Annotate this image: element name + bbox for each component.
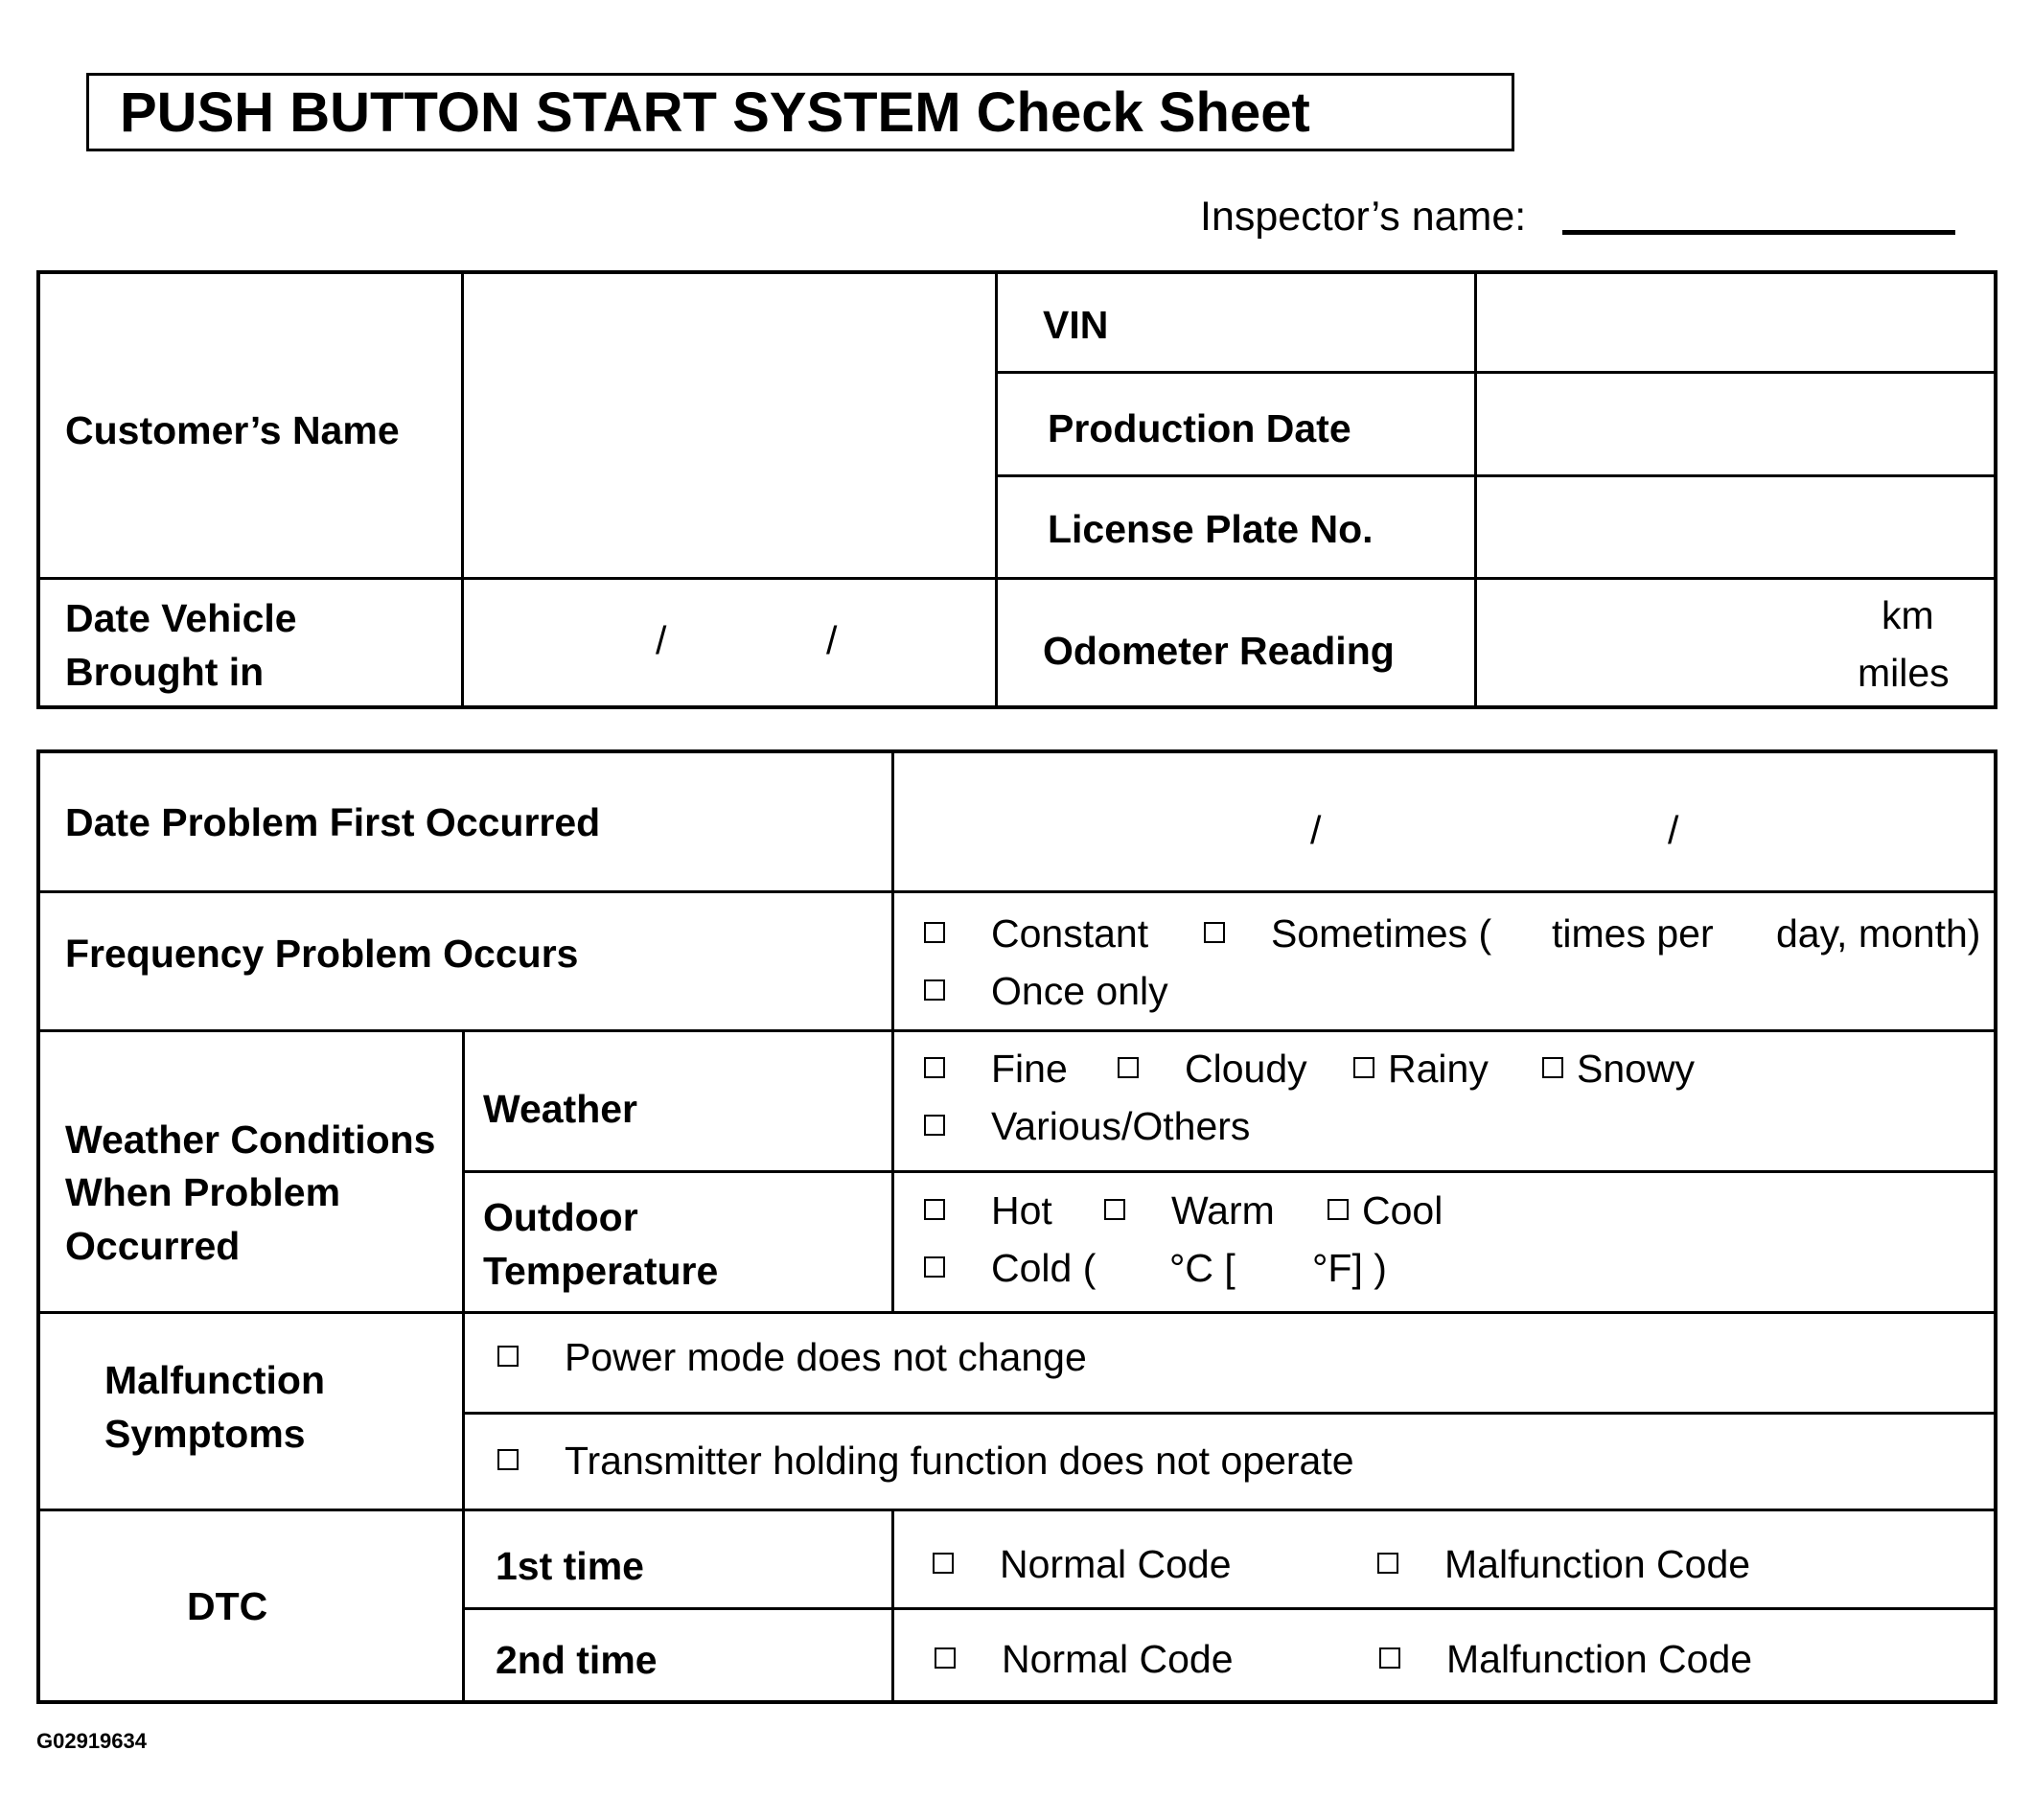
date-first-occurred-label: Date Problem First Occurred	[65, 800, 601, 844]
date-separator: /	[656, 618, 667, 662]
option-once-only: Once only	[991, 969, 1168, 1013]
option-warm: Warm	[1171, 1188, 1275, 1233]
checkbox-second-malfunction-code[interactable]	[1379, 1647, 1400, 1669]
checkbox-first-normal-code[interactable]	[933, 1553, 954, 1574]
times-per-text: times per	[1552, 911, 1714, 956]
outdoor-temperature-label-line1: Outdoor	[483, 1195, 638, 1239]
figure-id: G02919634	[36, 1729, 147, 1753]
weather-conditions-label-line3: Occurred	[65, 1224, 241, 1268]
inspector-name-label: Inspector’s name:	[1200, 194, 1527, 240]
checkbox-cloudy[interactable]	[1118, 1057, 1139, 1078]
weather-label: Weather	[483, 1087, 638, 1131]
odometer-field[interactable]	[1477, 580, 1997, 705]
option-second-normal-code: Normal Code	[1002, 1637, 1234, 1681]
checkbox-rainy[interactable]	[1353, 1057, 1374, 1078]
dtc-first-time-label: 1st time	[496, 1544, 644, 1588]
checkbox-snowy[interactable]	[1542, 1057, 1563, 1078]
production-date-field[interactable]	[1477, 374, 1997, 472]
production-date-label: Production Date	[1048, 406, 1351, 450]
checkbox-transmitter-holding[interactable]	[497, 1449, 519, 1470]
option-fine: Fine	[991, 1047, 1068, 1091]
weather-conditions-label-line2: When Problem	[65, 1170, 341, 1214]
dtc-second-time-label: 2nd time	[496, 1638, 658, 1682]
checkbox-hot[interactable]	[924, 1199, 945, 1220]
customers-name-label: Customer’s Name	[65, 408, 400, 452]
date-first-occurred-field[interactable]	[894, 753, 1997, 888]
customers-name-field[interactable]	[464, 274, 993, 575]
checkbox-sometimes[interactable]	[1204, 922, 1225, 943]
checkbox-second-normal-code[interactable]	[935, 1647, 956, 1669]
date-brought-in-field[interactable]	[464, 580, 993, 705]
checkbox-first-malfunction-code[interactable]	[1377, 1553, 1398, 1574]
dtc-label: DTC	[187, 1584, 268, 1628]
odometer-unit-miles: miles	[1858, 651, 1950, 695]
malfunction-symptoms-label-line2: Symptoms	[104, 1412, 306, 1456]
option-cool: Cool	[1362, 1188, 1443, 1233]
outdoor-temperature-label-line2: Temperature	[483, 1249, 719, 1293]
option-rainy: Rainy	[1388, 1047, 1489, 1091]
checkbox-constant[interactable]	[924, 922, 945, 943]
checkbox-various[interactable]	[924, 1115, 945, 1136]
date-separator: /	[1668, 808, 1679, 852]
option-first-malfunction-code: Malfunction Code	[1444, 1542, 1751, 1586]
malfunction-symptoms-label-line1: Malfunction	[104, 1358, 326, 1402]
checkbox-cold[interactable]	[924, 1256, 945, 1278]
option-first-normal-code: Normal Code	[1000, 1542, 1232, 1586]
license-plate-label: License Plate No.	[1048, 507, 1374, 551]
inspector-name-field[interactable]	[1562, 230, 1955, 235]
checkbox-fine[interactable]	[924, 1057, 945, 1078]
odometer-unit-km: km	[1882, 593, 1934, 637]
option-sometimes: Sometimes (	[1271, 911, 1492, 956]
option-hot: Hot	[991, 1188, 1052, 1233]
date-separator: /	[1310, 808, 1322, 852]
option-snowy: Snowy	[1577, 1047, 1696, 1091]
date-brought-in-label-line1: Date Vehicle	[65, 596, 297, 640]
page-title: PUSH BUTTON START SYSTEM Check Sheet	[120, 81, 1310, 144]
option-cloudy: Cloudy	[1185, 1047, 1307, 1091]
checkbox-once-only[interactable]	[924, 979, 945, 1001]
odometer-label: Odometer Reading	[1043, 629, 1395, 673]
day-month-text: day, month)	[1776, 911, 1981, 956]
frequency-label: Frequency Problem Occurs	[65, 932, 579, 976]
checkbox-power-mode[interactable]	[497, 1346, 519, 1367]
vehicle-info-table	[36, 270, 1997, 709]
vin-label: VIN	[1043, 303, 1109, 347]
date-separator: /	[826, 618, 838, 662]
option-cold: Cold (	[991, 1246, 1097, 1290]
celsius-unit: °C [	[1169, 1246, 1235, 1290]
option-various: Various/Others	[991, 1104, 1251, 1148]
title-box	[86, 73, 1514, 151]
fahrenheit-unit: °F] )	[1312, 1246, 1387, 1290]
checkbox-cool[interactable]	[1328, 1199, 1349, 1220]
symptom-power-mode: Power mode does not change	[565, 1335, 1087, 1379]
weather-conditions-label-line1: Weather Conditions	[65, 1117, 436, 1162]
vin-field[interactable]	[1477, 274, 1997, 369]
problem-details-table	[36, 749, 1997, 1704]
symptom-transmitter-holding: Transmitter holding function does not operate	[565, 1439, 1354, 1483]
option-constant: Constant	[991, 911, 1149, 956]
date-brought-in-label-line2: Brought in	[65, 650, 265, 694]
checkbox-warm[interactable]	[1104, 1199, 1125, 1220]
option-second-malfunction-code: Malfunction Code	[1446, 1637, 1753, 1681]
license-plate-field[interactable]	[1477, 477, 1997, 575]
